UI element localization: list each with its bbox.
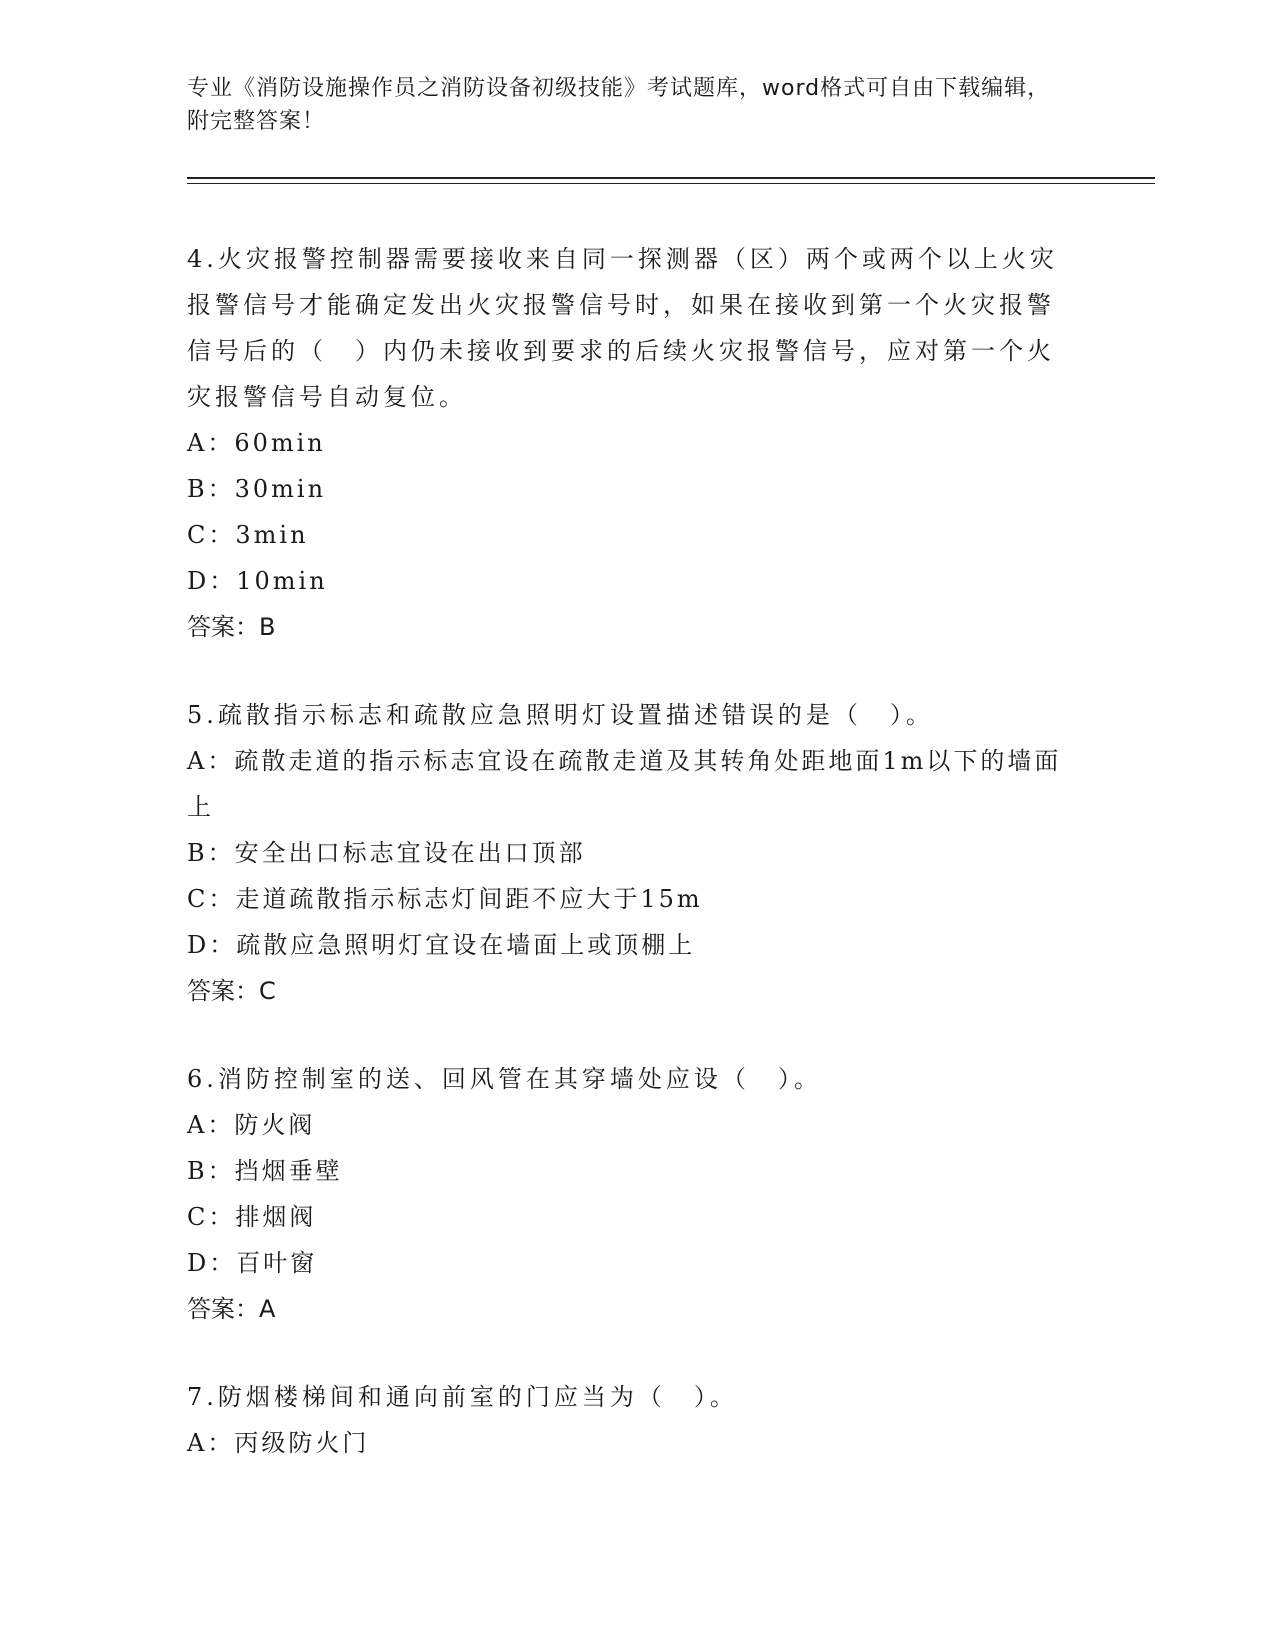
header-divider-thick xyxy=(187,177,1155,179)
option-d: D：10min xyxy=(187,567,328,595)
header-divider-thin xyxy=(187,183,1155,184)
question-list xyxy=(187,236,1067,1508)
answer-line: 答案：C xyxy=(187,977,276,1005)
question-stem: 4.火灾报警控制器需要接收来自同一探测器（区）两个或两个以上火灾报警信号才能确定发出火灾报警信号时，如果在接收到第一个火灾报警信号后的（ ）内仍未接收到要求的后续火灾报警信号，应对第一个火灾报警信号自动复位。 xyxy=(187,245,1058,411)
option-a: A：丙级防火门 xyxy=(187,1429,370,1457)
answer-line: 答案：A xyxy=(187,1295,276,1323)
option-c: C：3min xyxy=(187,521,309,549)
answer-line: 答案：B xyxy=(187,613,276,641)
question-7 xyxy=(187,1374,1067,1466)
question-5 xyxy=(187,692,1067,1014)
question-stem: 7.防烟楼梯间和通向前室的门应当为（ ）。 xyxy=(187,1383,738,1411)
question-6 xyxy=(187,1056,1067,1332)
option-b: B：30min xyxy=(187,475,327,503)
option-c: C：走道疏散指示标志灯间距不应大于15m xyxy=(187,885,703,913)
option-a: A：疏散走道的指示标志宜设在疏散走道及其转角处距地面1m以下的墙面上 xyxy=(187,747,1062,821)
option-d: D：疏散应急照明灯宜设在墙面上或顶棚上 xyxy=(187,931,696,959)
question-stem: 6.消防控制室的送、回风管在其穿墙处应设（ ）。 xyxy=(187,1065,822,1093)
question-stem: 5.疏散指示标志和疏散应急照明灯设置描述错误的是（ ）。 xyxy=(187,701,934,729)
option-a: A：防火阀 xyxy=(187,1111,316,1139)
option-d: D：百叶窗 xyxy=(187,1249,318,1277)
document-intro: 专业《消防设施操作员之消防设备初级技能》考试题库，word格式可自由下载编辑，附完整答案！ xyxy=(187,76,1051,134)
option-c: C：排烟阀 xyxy=(187,1203,317,1231)
option-a: A：60min xyxy=(187,429,326,457)
option-b: B：挡烟垂壁 xyxy=(187,1157,343,1185)
option-b: B：安全出口标志宜设在出口顶部 xyxy=(187,839,586,867)
question-4 xyxy=(187,236,1067,650)
